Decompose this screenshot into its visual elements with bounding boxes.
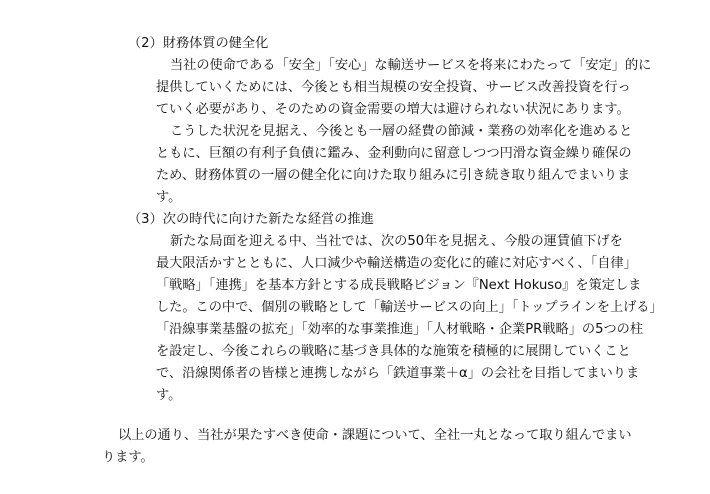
paragraph-line: 以上の通り、当社が果たすべき使命・課題について、全社一丸となって取り組んでまい xyxy=(118,428,632,443)
paragraph-line: 最大限活かすとともに、人口減少や輸送構造の変化に的確に対応すべく、「自律」 xyxy=(156,256,637,271)
paragraph-line: ともに、巨額の有利子負債に鑑み、金利動向に留意しつつ円滑な資金繰り確保の xyxy=(156,146,632,161)
paragraph-line: 「沿線事業基盤の拡充」「効率的な事業推進」「人材戦略・企業PR戦略」の5つの柱 xyxy=(156,322,644,337)
paragraph-line: す。 xyxy=(156,190,182,205)
paragraph-line: を設定し、今後これらの戦略に基づき具体的な施策を積極的に展開していくこと xyxy=(156,344,631,359)
paragraph-line: 「戦略」「連携」を基本方針とする成長戦略ビジョン『Next Hokuso』を策定しま xyxy=(156,278,642,293)
paragraph-line: こうした状況を見据え、今後とも一層の経費の節減・業務の効率化を進めると xyxy=(170,124,633,139)
paragraph-line: 提供していくためには、今後とも相当規模の安全投資、サービス改善投資を行っ xyxy=(156,80,631,95)
paragraph-line: 当社の使命である「安全」「安心」な輸送サービスを将来にわたって「安定」的に xyxy=(170,58,652,73)
paragraph-line: で、沿線関係者の皆様と連携しながら「鉄道事業＋α」の会社を目指してまいりま xyxy=(156,366,640,381)
paragraph-line: 新たな局面を迎える中、当社では、次の50年を見据え、今般の運賃値下げを xyxy=(170,234,623,249)
paragraph-line: ため、財務体質の一層の健全化に向けた取り組みに引き続き取り組んでまいりま xyxy=(156,168,631,183)
section-3-heading: （3）次の時代に向けた新たな経営の推進 xyxy=(128,212,374,227)
paragraph-line: す。 xyxy=(156,388,182,403)
section-2-heading: （2）財務体質の健全化 xyxy=(128,36,269,51)
paragraph-line: した。この中で、個別の戦略として「輸送サービスの向上」「トップラインを上げる」 xyxy=(156,300,663,315)
paragraph-line: ていく必要があり、そのための資金需要の増大は避けられない状況にあります。 xyxy=(156,102,630,117)
paragraph-line: ります。 xyxy=(102,450,154,465)
